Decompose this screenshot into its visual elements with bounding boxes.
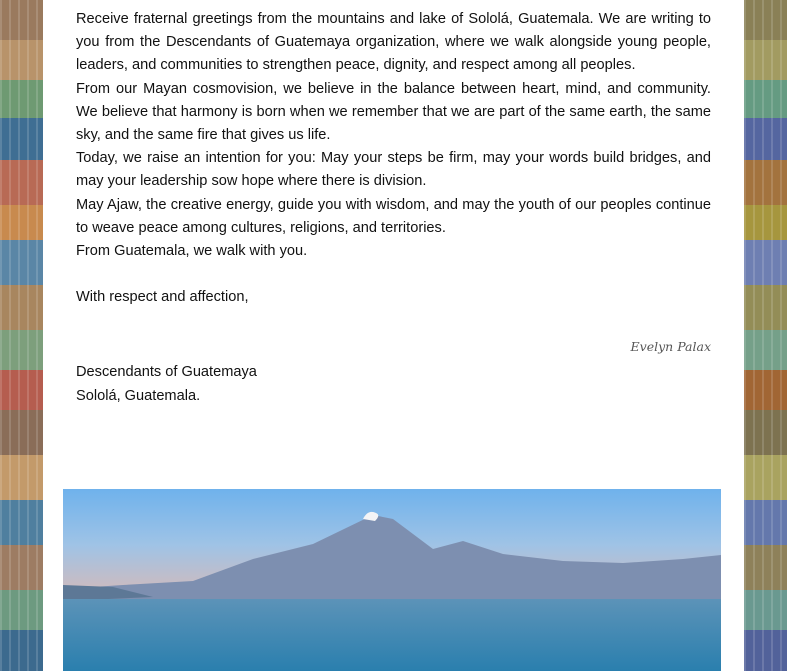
- signature: Evelyn Palax: [630, 339, 711, 355]
- paragraph: From our Mayan cosmovision, we believe in the balance between heart, mind, and community. We believe that harmony is born when we remember that we are part of the same earth, the same sky, and the same fire that gives us life.: [76, 80, 711, 144]
- organization: Descendants of Guatemaya: [76, 364, 257, 381]
- paragraph: Receive fraternal greetings from the mountains and lake of Sololá, Guatemala. We are writing to you from the Descendants of Guatemaya organization, where we walk alongside young people, leaders, and communities to strengthen peace, dignity, and respect among all peoples.: [76, 11, 711, 74]
- paragraph: May Ajaw, the creative energy, guide you with wisdom, and may the youth of our peoples continue to weave peace among cultures, religions, and territories.: [76, 196, 711, 236]
- paragraph: From Guatemala, we walk with you.: [76, 243, 308, 260]
- paragraph: Today, we raise an intention for you: May your steps be firm, may your words build bridges, and may your leadership sow hope where there is division.: [76, 150, 711, 190]
- closing: With respect and affection,: [76, 289, 249, 306]
- letter-body: [76, 8, 711, 408]
- stamp-border-right: [744, 0, 787, 671]
- lake-volcano-photo: [63, 489, 721, 671]
- stamp-border-left: [0, 0, 43, 671]
- lake: [63, 599, 721, 671]
- location: Sololá, Guatemala.: [76, 387, 201, 404]
